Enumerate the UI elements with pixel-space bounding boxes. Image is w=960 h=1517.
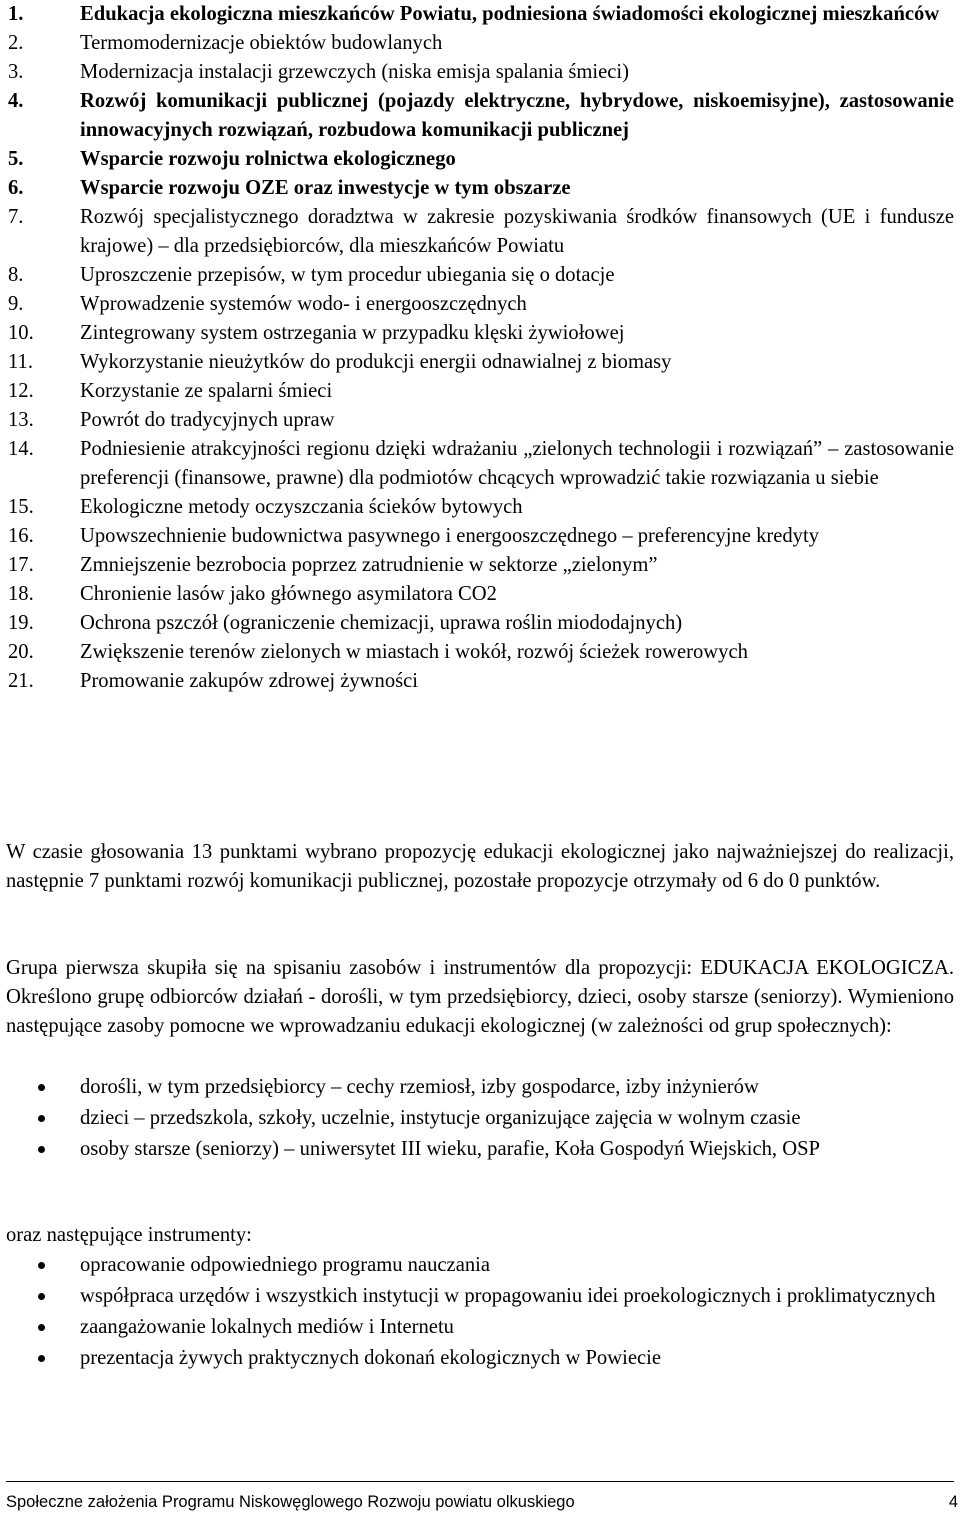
- page-footer: [6, 1487, 958, 1513]
- list-text: Edukacja ekologiczna mieszkańców Powiatu, podniesiona świadomości ekologicznej mieszkańców: [80, 3, 940, 25]
- bullet-text: zaangażowanie lokalnych mediów i Internetu: [80, 1316, 454, 1338]
- list-number: 8.: [8, 264, 24, 286]
- list-item: [0, 319, 960, 348]
- list-text: Rozwój specjalistycznego doradztwa w zakresie pozyskiwania środków finansowych (UE i fundusze krajowe) – dla przedsiębiorców, dla mieszkańców Powiatu: [80, 206, 954, 257]
- bullet-text: dzieci – przedszkola, szkoły, uczelnie, instytucje organizujące zajęcia w wolnym czasie: [80, 1107, 801, 1129]
- bullet-icon: [38, 1293, 45, 1300]
- list-item: [0, 261, 960, 290]
- list-text: Zintegrowany system ostrzegania w przypadku klęski żywiołowej: [80, 322, 625, 344]
- bullet-item: [0, 1135, 960, 1164]
- list-number: 1.: [8, 3, 24, 25]
- list-text: Wsparcie rozwoju rolnictwa ekologicznego: [80, 148, 456, 170]
- list-item: [0, 348, 960, 377]
- list-text: Promowanie zakupów zdrowej żywności: [80, 670, 418, 692]
- list-text: Zwiększenie terenów zielonych w miastach i wokół, rozwój ścieżek rowerowych: [80, 641, 748, 663]
- list-item: [0, 406, 960, 435]
- list-text: Podniesienie atrakcyjności regionu dzięki wdrażaniu „zielonych technologii i rozwiązań” – zastosowanie preferencji (finansowe, prawne) dla podmiotów chcących wprowadzić takie rozwiązania u siebie: [80, 438, 954, 489]
- footer-divider: [6, 1481, 954, 1482]
- list-text: Termomodernizacje obiektów budowlanych: [80, 32, 443, 54]
- bullet-text: prezentacja żywych praktycznych dokonań ekologicznych w Powiecie: [80, 1347, 661, 1369]
- list-number: 15.: [8, 496, 34, 518]
- list-text: Ekologiczne metody oczyszczania ścieków bytowych: [80, 496, 523, 518]
- list-number: 13.: [8, 409, 34, 431]
- list-text: Rozwój komunikacji publicznej (pojazdy elektryczne, hybrydowe, niskoemisyjne), zastosowanie innowacyjnych rozwiązań, rozbudowa komunikacji publicznej: [80, 90, 954, 141]
- list-number: 11.: [8, 351, 33, 373]
- footer-title: Społeczne założenia Programu Niskowęglowego Rozwoju powiatu olkuskiego: [6, 1493, 575, 1511]
- list-number: 7.: [8, 206, 24, 228]
- list-item: [0, 377, 960, 406]
- list-number: 4.: [8, 90, 24, 112]
- list-text: Wsparcie rozwoju OZE oraz inwestycje w tym obszarze: [80, 177, 571, 199]
- list-item: [0, 145, 960, 174]
- resources-list: [0, 1073, 960, 1166]
- list-text: Korzystanie ze spalarni śmieci: [80, 380, 333, 402]
- list-item: [0, 0, 960, 29]
- bullet-icon: [38, 1355, 45, 1362]
- list-text: Chronienie lasów jako głównego asymilatora CO2: [80, 583, 497, 605]
- bullet-icon: [38, 1115, 45, 1122]
- bullet-text: osoby starsze (seniorzy) – uniwersytet III wieku, parafie, Koła Gospodyń Wiejskich, OSP: [80, 1138, 820, 1160]
- bullet-text: współpraca urzędów i wszystkich instytucji w propagowaniu idei proekologicznych i proklimatycznych: [80, 1285, 936, 1307]
- list-item: [0, 203, 960, 261]
- list-number: 10.: [8, 322, 34, 344]
- list-number: 18.: [8, 583, 34, 605]
- list-number: 9.: [8, 293, 24, 315]
- list-number: 14.: [8, 438, 34, 460]
- list-item: [0, 638, 960, 667]
- bullet-icon: [38, 1262, 45, 1269]
- list-text: Ochrona pszczół (ograniczenie chemizacji, uprawa roślin miododajnych): [80, 612, 683, 634]
- list-item: [0, 667, 960, 696]
- list-number: 19.: [8, 612, 34, 634]
- list-item: [0, 87, 960, 145]
- list-number: 20.: [8, 641, 34, 663]
- list-text: Zmniejszenie bezrobocia poprzez zatrudnienie w sektorze „zielonym”: [80, 554, 658, 576]
- list-item: [0, 580, 960, 609]
- list-number: 17.: [8, 554, 34, 576]
- list-item: [0, 551, 960, 580]
- list-item: [0, 522, 960, 551]
- list-item: [0, 493, 960, 522]
- bullet-item: [0, 1073, 960, 1102]
- bullet-item: [0, 1282, 960, 1311]
- list-number: 12.: [8, 380, 34, 402]
- list-item: [0, 29, 960, 58]
- list-text: Wykorzystanie nieużytków do produkcji energii odnawialnej z biomasy: [80, 351, 672, 373]
- voting-paragraph: W czasie głosowania 13 punktami wybrano propozycję edukacji ekologicznej jako najważniejszej do realizacji, następnie 7 punktami rozwój komunikacji publicznej, pozostałe propozycje otrzymały od 6 do 0 punktów.: [6, 841, 954, 892]
- list-text: Powrót do tradycyjnych upraw: [80, 409, 335, 431]
- list-number: 2.: [8, 32, 24, 54]
- list-item: [0, 435, 960, 493]
- instruments-intro: oraz następujące instrumenty:: [6, 1224, 252, 1246]
- instruments-list: [0, 1251, 960, 1375]
- bullet-text: dorośli, w tym przedsiębiorcy – cechy rzemiosł, izby gospodarce, izby inżynierów: [80, 1076, 759, 1098]
- list-number: 21.: [8, 670, 34, 692]
- bullet-icon: [38, 1084, 45, 1091]
- list-text: Modernizacja instalacji grzewczych (niska emisja spalania śmieci): [80, 61, 629, 83]
- list-number: 5.: [8, 148, 24, 170]
- page-number: 4: [948, 1493, 958, 1511]
- bullet-icon: [38, 1324, 45, 1331]
- list-text: Uproszczenie przepisów, w tym procedur ubiegania się o dotacje: [80, 264, 615, 286]
- bullet-item: [0, 1104, 960, 1133]
- list-number: 16.: [8, 525, 34, 547]
- list-number: 3.: [8, 61, 24, 83]
- bullet-item: [0, 1344, 960, 1373]
- list-item: [0, 290, 960, 319]
- list-number: 6.: [8, 177, 24, 199]
- list-item: [0, 174, 960, 203]
- bullet-text: opracowanie odpowiedniego programu nauczania: [80, 1254, 490, 1276]
- group-paragraph: Grupa pierwsza skupiła się na spisaniu zasobów i instrumentów dla propozycji: EDUKACJA EKOLOGICZA. Określono grupę odbiorców działań - dorośli, w tym przedsiębiorcy, dzieci, osoby starsze (seniorzy). Wymieniono następujące zasoby pomocne we wprowadzaniu edukacji ekologicznej (w zależności od grup społecznych):: [6, 957, 954, 1037]
- list-item: [0, 58, 960, 87]
- list-item: [0, 609, 960, 638]
- proposal-list: [0, 0, 960, 696]
- list-text: Upowszechnienie budownictwa pasywnego i energooszczędnego – preferencyjne kredyty: [80, 525, 820, 547]
- list-text: Wprowadzenie systemów wodo- i energooszczędnych: [80, 293, 527, 315]
- bullet-item: [0, 1313, 960, 1342]
- bullet-icon: [38, 1146, 45, 1153]
- bullet-item: [0, 1251, 960, 1280]
